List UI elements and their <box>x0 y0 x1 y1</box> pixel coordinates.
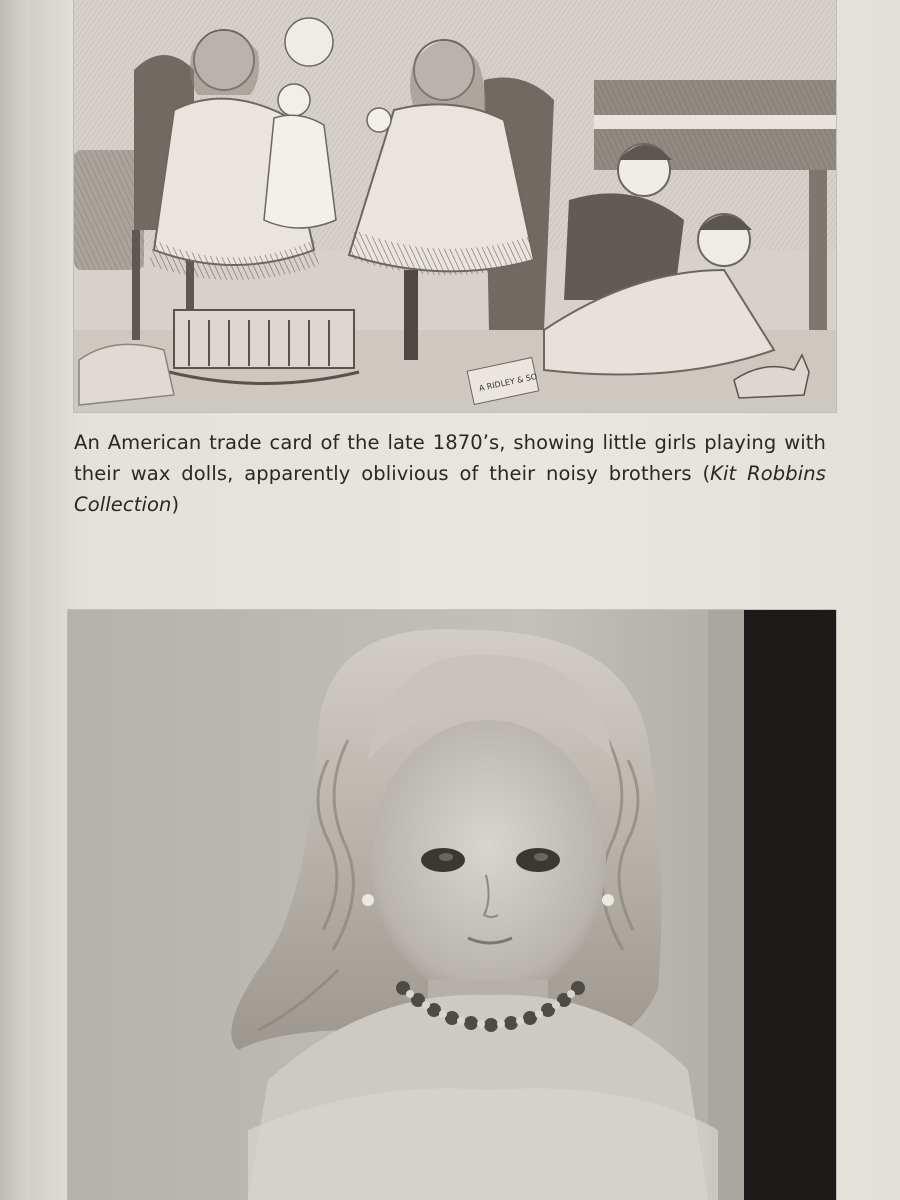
caption-closing-paren: ) <box>171 493 180 516</box>
trade-card-engraving <box>74 0 836 412</box>
wax-doll-image <box>68 610 836 1200</box>
engraving-sign-text: A RIDLEY & SO <box>478 371 538 394</box>
engraving-illustration <box>74 0 836 412</box>
figure-caption <box>74 427 826 520</box>
caption-text: An American trade card of the late 1870’s, showing little girls playing with their wax dolls, apparently oblivious of their noisy brothers ( <box>74 431 826 485</box>
caption-collection-credit: Kit Robbins Collection <box>74 462 826 516</box>
wax-doll-photograph <box>68 610 836 1200</box>
book-gutter-shadow <box>0 0 30 1200</box>
